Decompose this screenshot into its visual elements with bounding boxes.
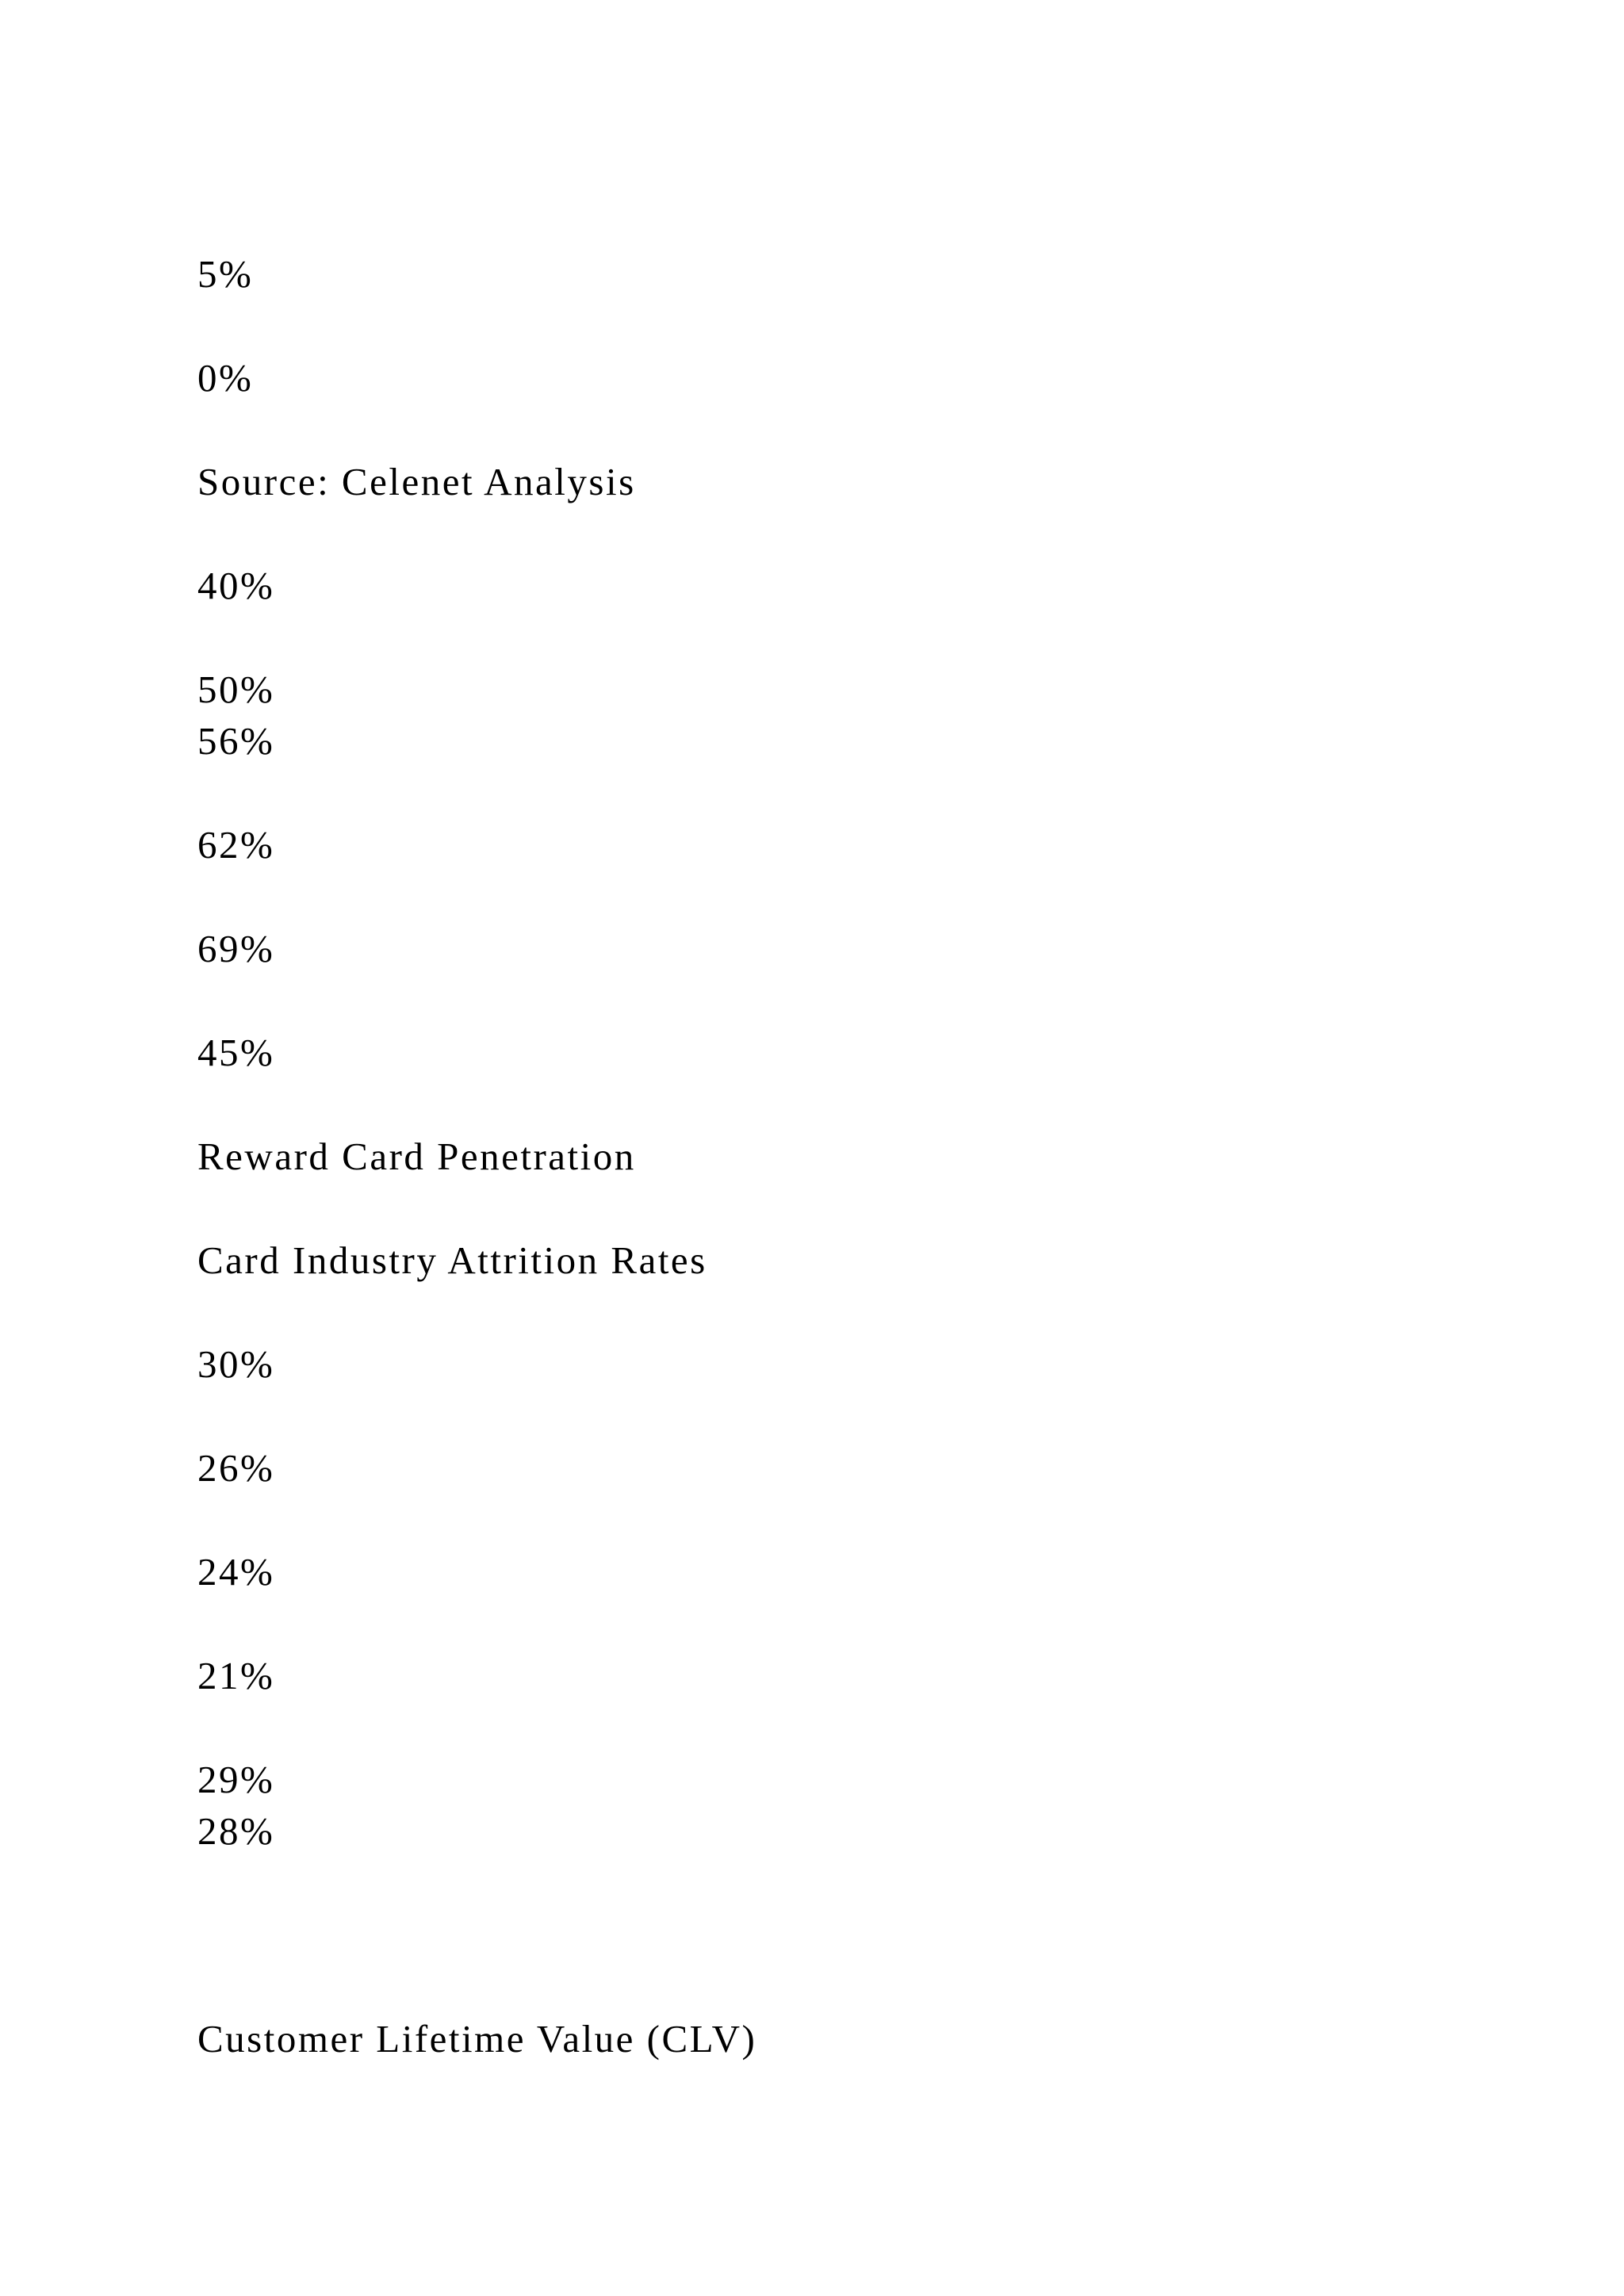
text-line-reward-card-title: Reward Card Penetration xyxy=(197,1135,636,1178)
text-line-percent-0: 0% xyxy=(197,356,254,400)
text-line-percent-5: 5% xyxy=(197,252,254,296)
text-line-percent-30: 30% xyxy=(197,1342,275,1386)
text-line-percent-24: 24% xyxy=(197,1550,275,1594)
text-line-percent-50: 50% xyxy=(197,668,275,711)
text-line-clv-heading: Customer Lifetime Value (CLV) xyxy=(197,2017,757,2061)
text-line-percent-56: 56% xyxy=(197,719,275,763)
text-line-percent-21: 21% xyxy=(197,1654,275,1697)
text-line-percent-40: 40% xyxy=(197,564,275,607)
text-line-percent-28: 28% xyxy=(197,1809,275,1853)
text-line-percent-45: 45% xyxy=(197,1031,275,1074)
text-line-percent-26: 26% xyxy=(197,1446,275,1490)
text-line-attrition-title: Card Industry Attrition Rates xyxy=(197,1238,707,1282)
text-line-percent-62: 62% xyxy=(197,823,275,867)
text-line-source: Source: Celenet Analysis xyxy=(197,460,636,503)
text-line-percent-29: 29% xyxy=(197,1758,275,1801)
text-line-percent-69: 69% xyxy=(197,927,275,970)
